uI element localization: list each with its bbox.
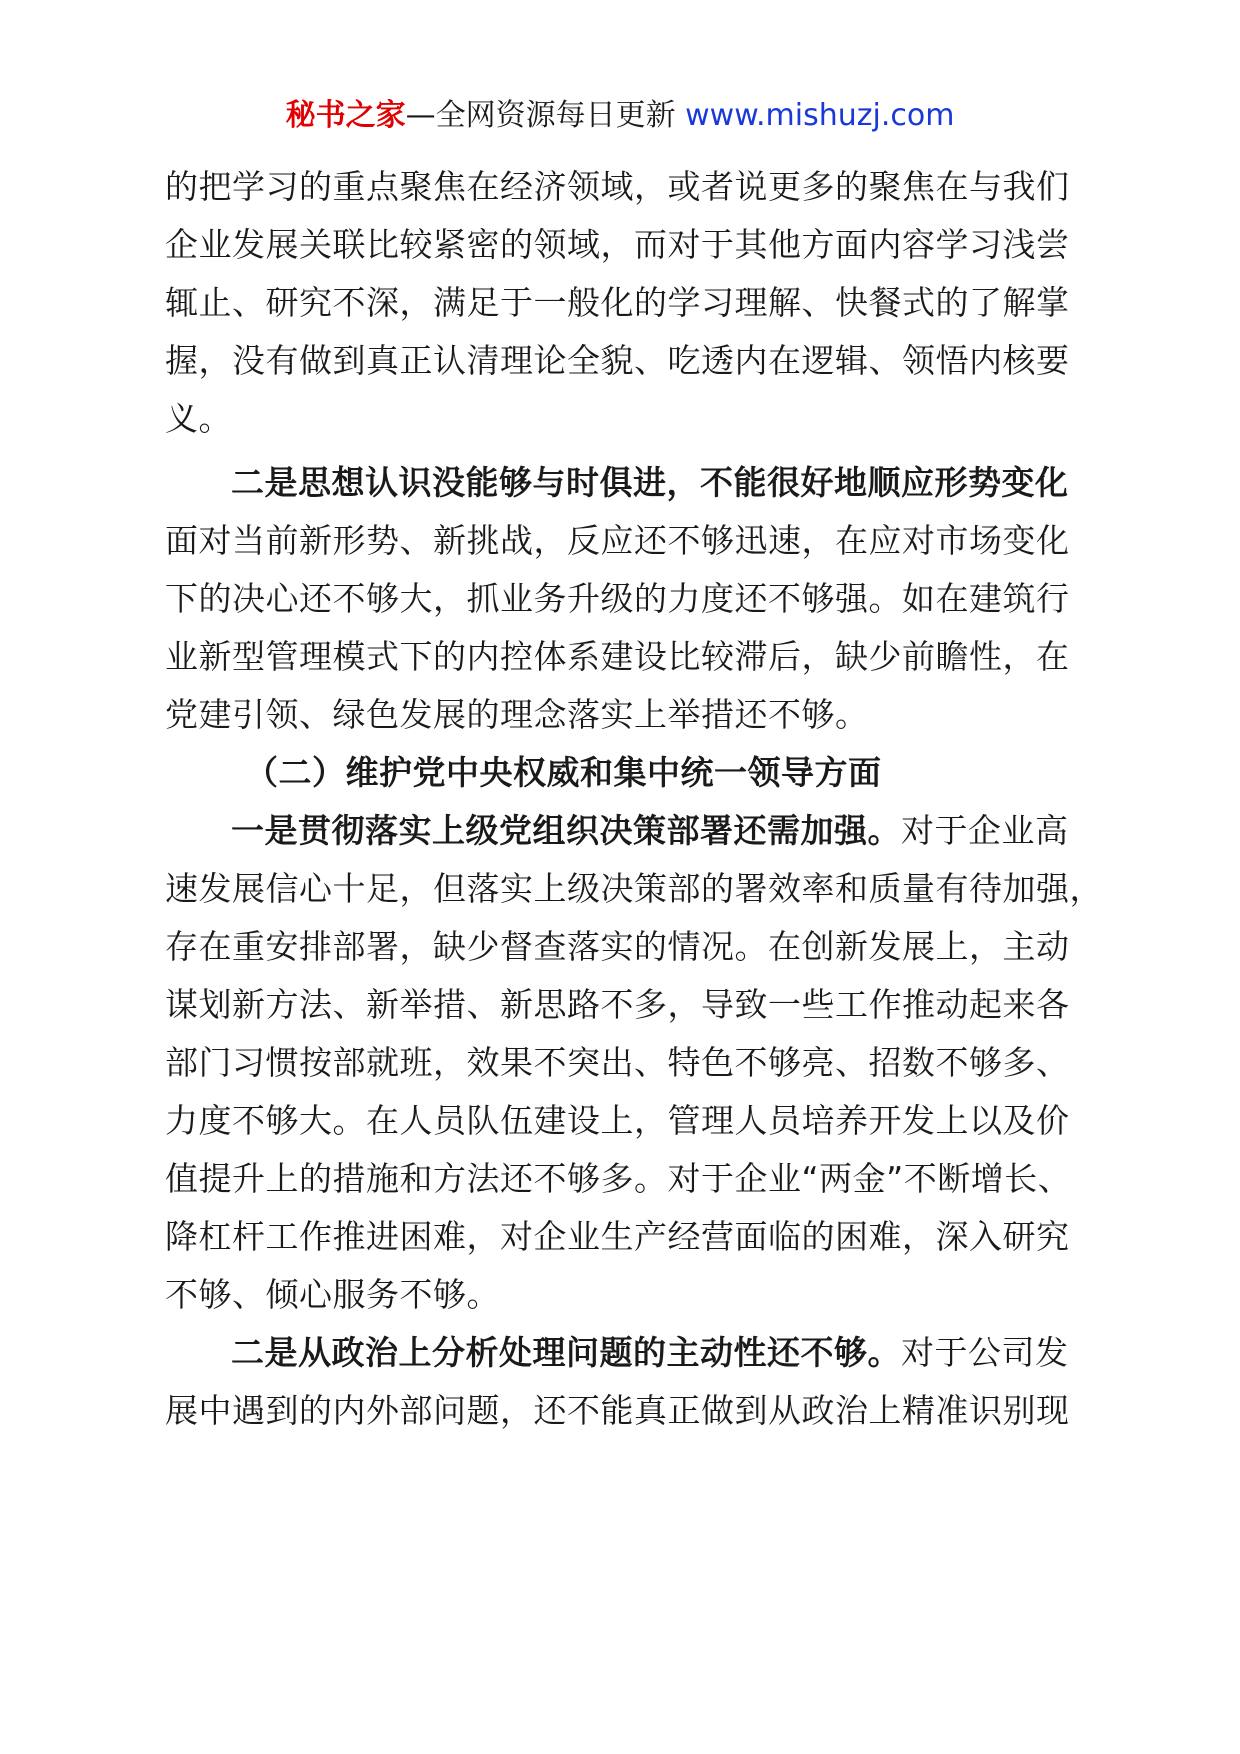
text-line: 握，没有做到真正认清理论全貌、吃透内在逻辑、领悟内核要 (165, 341, 1070, 380)
text-line: 速发展信心十足，但落实上级决策部的署效率和质量有待加强， (165, 869, 1103, 908)
paragraph-lead-bold: 二是思想认识没能够与时俱进，不能很好地顺应形势变化 (231, 463, 1069, 502)
text-line: 不够、倾心服务不够。 (165, 1275, 500, 1314)
text-line: 力度不够大。在人员队伍建设上，管理人员培养开发上以及价 (165, 1101, 1070, 1140)
section-heading: （二）维护党中央权威和集中统一领导方面 (245, 753, 882, 792)
text-line: 企业发展关联比较紧密的领域，而对于其他方面内容学习浅尝 (165, 225, 1070, 264)
paragraph-first-line (165, 802, 1085, 860)
paragraph-first-line (165, 1324, 1085, 1382)
text-line: 面对当前新形势、新挑战，反应还不够迅速，在应对市场变化 (165, 521, 1070, 560)
site-url-link[interactable]: www.mishuzj.com (685, 98, 955, 133)
document-body (165, 158, 1103, 1440)
paragraph-lead-tail: 对于公司发 (901, 1333, 1069, 1372)
text-line: 辄止、研究不深，满足于一般化的学习理解、快餐式的了解掌 (165, 283, 1070, 322)
paragraph-lead-bold: 一是贯彻落实上级党组织决策部署还需加强。 (231, 811, 901, 850)
paragraph-lead-bold: 二是从政治上分析处理问题的主动性还不够。 (231, 1333, 901, 1372)
text-line: 党建引领、绿色发展的理念落实上举措还不够。 (165, 695, 869, 734)
text-line: 义。 (165, 399, 232, 438)
text-line: 部门习惯按部就班，效果不突出、特色不够亮、招数不够多、 (165, 1043, 1070, 1082)
site-brand: 秘书之家 (285, 98, 406, 133)
text-line: 存在重安排部署，缺少督查落实的情况。在创新发展上，主动 (165, 927, 1070, 966)
text-line: 值提升上的措施和方法还不够多。对于企业“两金”不断增长、 (165, 1159, 1072, 1198)
site-header (0, 96, 1240, 136)
text-line: 降杠杆工作推进困难，对企业生产经营面临的困难，深入研究 (165, 1217, 1070, 1256)
text-line: 下的决心还不够大，抓业务升级的力度还不够强。如在建筑行 (165, 579, 1070, 618)
text-line: 业新型管理模式下的内控体系建设比较滞后，缺少前瞻性，在 (165, 637, 1070, 676)
text-line: 展中遇到的内外部问题，还不能真正做到从政治上精准识别现 (165, 1391, 1070, 1430)
paragraph-lead-tail: 对于企业高 (901, 811, 1069, 850)
text-line: 谋划新方法、新举措、新思路不多，导致一些工作推动起来各 (165, 985, 1070, 1024)
site-tagline: —全网资源每日更新 (405, 98, 686, 133)
text-line: 的把学习的重点聚焦在经济领域，或者说更多的聚焦在与我们 (165, 167, 1070, 206)
